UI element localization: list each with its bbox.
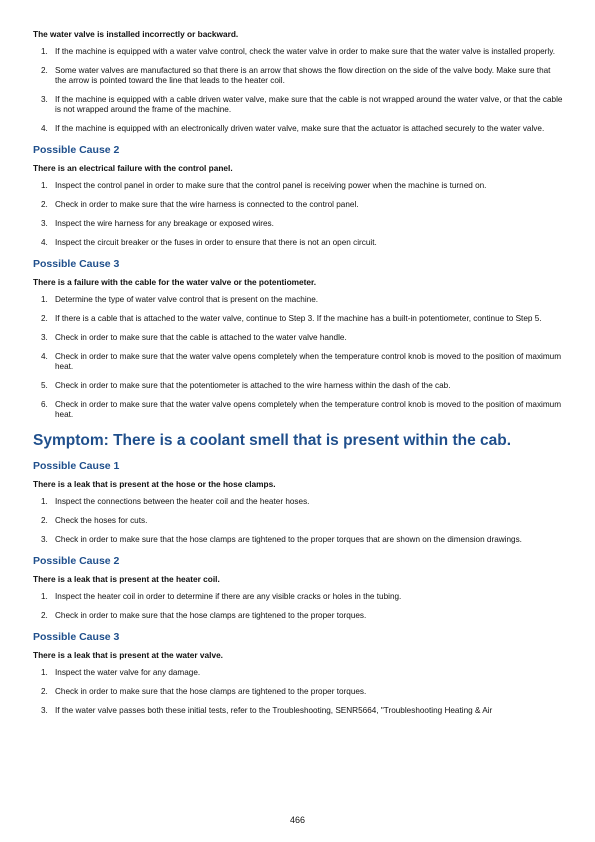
step-item xyxy=(33,668,563,678)
step-item xyxy=(33,219,563,229)
cause-heading: Possible Cause 2 xyxy=(33,144,120,156)
step-item xyxy=(33,314,563,324)
step-item xyxy=(33,497,563,507)
step-item xyxy=(33,47,563,57)
step-number: 2. xyxy=(41,66,48,75)
step-item xyxy=(33,381,563,391)
step-number: 3. xyxy=(41,219,48,228)
step-number: 2. xyxy=(41,687,48,696)
step-text: Check in order to make sure that the hose clamps are tightened to the proper torques that are shown on the dimension drawings. xyxy=(55,535,522,544)
step-number: 2. xyxy=(41,314,48,323)
step-item xyxy=(33,333,563,343)
step-number: 3. xyxy=(41,706,48,715)
step-item xyxy=(33,592,563,602)
cause-section xyxy=(33,555,563,621)
step-number: 4. xyxy=(41,238,48,247)
step-text: Inspect the water valve for any damage. xyxy=(55,668,201,677)
step-number: 1. xyxy=(41,592,48,601)
step-text: Some water valves are manufactured so that there is an arrow that shows the flow direction on the side of the valve body. Make sure that the arrow is pointed toward the line that leads to the heater coil. xyxy=(55,66,551,85)
step-text: Determine the type of water valve control that is present on the machine. xyxy=(55,295,319,304)
step-item xyxy=(33,706,563,716)
step-number: 1. xyxy=(41,497,48,506)
step-item xyxy=(33,124,563,134)
step-text: If there is a cable that is attached to the water valve, continue to Step 3. If the machine has a built-in potentiometer, continue to Step 5. xyxy=(55,314,542,323)
cause-section xyxy=(33,144,563,248)
cause-section xyxy=(33,631,563,716)
step-item xyxy=(33,181,563,191)
step-item xyxy=(33,400,563,420)
cause-description: There is a leak that is present at the heater coil. xyxy=(33,574,220,584)
step-text: Check in order to make sure that the hose clamps are tightened to the proper torques. xyxy=(55,611,367,620)
step-text: Check in order to make sure that the water valve opens completely when the temperature control knob is moved to the position of maximum heat. xyxy=(55,400,562,419)
step-item xyxy=(33,611,563,621)
step-number: 3. xyxy=(41,535,48,544)
symptom-heading: Symptom: There is a coolant smell that is present within the cab. xyxy=(33,432,512,449)
cause-section xyxy=(33,460,563,545)
step-text: If the water valve passes both these initial tests, refer to the Troubleshooting, SENR5664, "Troubleshooting Heating & Air xyxy=(55,706,493,715)
step-text: Check in order to make sure that the wire harness is connected to the control panel. xyxy=(55,200,359,209)
step-number: 4. xyxy=(41,352,48,361)
step-number: 6. xyxy=(41,400,48,409)
step-item xyxy=(33,200,563,210)
step-item xyxy=(33,66,563,86)
document-page xyxy=(33,29,563,725)
step-item xyxy=(33,295,563,305)
step-number: 1. xyxy=(41,668,48,677)
cause-heading: Possible Cause 3 xyxy=(33,258,120,270)
cause-description: There is a failure with the cable for the water valve or the potentiometer. xyxy=(33,277,317,287)
cause-heading: Possible Cause 2 xyxy=(33,555,120,567)
cause-heading: Possible Cause 3 xyxy=(33,631,120,643)
step-item xyxy=(33,687,563,697)
step-number: 2. xyxy=(41,200,48,209)
step-text: Check the hoses for cuts. xyxy=(55,516,148,525)
step-number: 3. xyxy=(41,333,48,342)
step-item xyxy=(33,535,563,545)
step-number: 1. xyxy=(41,47,48,56)
cause-description: There is a leak that is present at the water valve. xyxy=(33,650,223,660)
step-number: 1. xyxy=(41,181,48,190)
step-item xyxy=(33,95,563,115)
step-text: Check in order to make sure that the hose clamps are tightened to the proper torques. xyxy=(55,687,367,696)
step-number: 2. xyxy=(41,516,48,525)
step-text: If the machine is equipped with an electronically driven water valve, make sure that the actuator is attached securely to the water valve. xyxy=(55,124,545,133)
step-item xyxy=(33,352,563,372)
step-text: Check in order to make sure that the water valve opens completely when the temperature control knob is moved to the position of maximum heat. xyxy=(55,352,562,371)
cause-description: There is a leak that is present at the hose or the hose clamps. xyxy=(33,479,276,489)
step-list xyxy=(33,668,563,716)
step-text: Inspect the heater coil in order to determine if there are any visible cracks or holes in the tubing. xyxy=(55,592,402,601)
step-list xyxy=(33,592,563,621)
cause-section xyxy=(33,29,563,134)
step-text: Check in order to make sure that the potentiometer is attached to the wire harness within the dash of the cab. xyxy=(55,381,451,390)
step-number: 2. xyxy=(41,611,48,620)
step-text: Inspect the wire harness for any breakage or exposed wires. xyxy=(55,219,274,228)
cause-heading: Possible Cause 1 xyxy=(33,460,120,472)
step-list xyxy=(33,47,563,134)
step-item xyxy=(33,238,563,248)
step-text: Inspect the connections between the heater coil and the heater hoses. xyxy=(55,497,310,506)
step-text: If the machine is equipped with a cable driven water valve, make sure that the cable is not wrapped around the water valve, or that the cable is not wrapped around the frame of the machine. xyxy=(55,95,563,114)
step-item xyxy=(33,516,563,526)
step-number: 4. xyxy=(41,124,48,133)
step-list xyxy=(33,181,563,248)
step-number: 1. xyxy=(41,295,48,304)
step-number: 3. xyxy=(41,95,48,104)
page-number: 466 xyxy=(289,815,306,825)
step-text: If the machine is equipped with a water valve control, check the water valve in order to make sure that the water valve is installed properly. xyxy=(55,47,555,56)
step-list xyxy=(33,295,563,420)
cause-description: There is an electrical failure with the control panel. xyxy=(33,163,233,173)
step-number: 5. xyxy=(41,381,48,390)
cause-section xyxy=(33,258,563,420)
step-text: Check in order to make sure that the cable is attached to the water valve handle. xyxy=(55,333,347,342)
step-text: Inspect the control panel in order to make sure that the control panel is receiving power when the machine is turned on. xyxy=(55,181,487,190)
step-text: Inspect the circuit breaker or the fuses in order to ensure that there is not an open circuit. xyxy=(55,238,377,247)
step-list xyxy=(33,497,563,545)
cause-description: The water valve is installed incorrectly or backward. xyxy=(33,29,239,39)
